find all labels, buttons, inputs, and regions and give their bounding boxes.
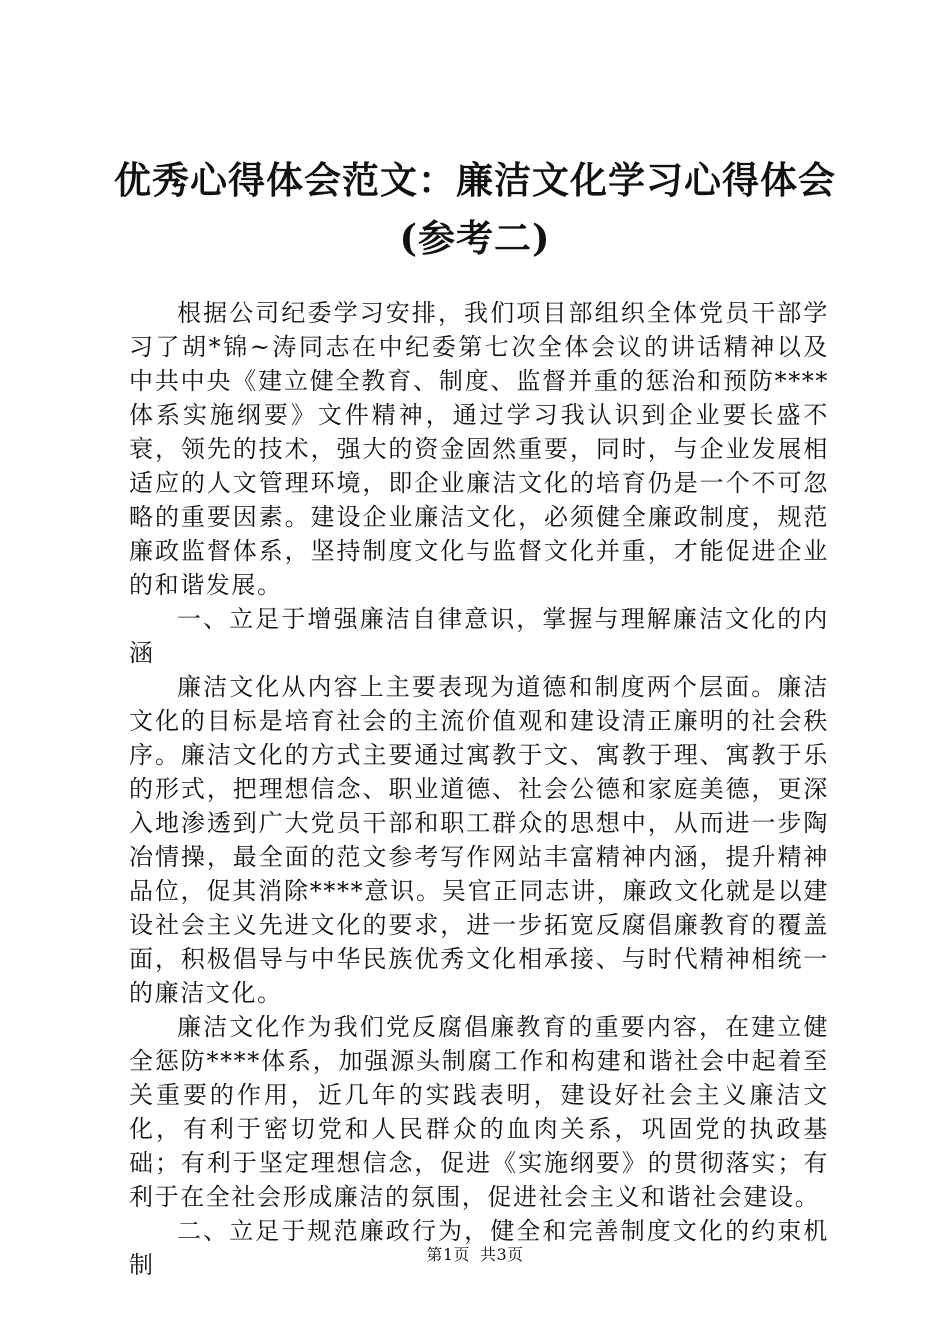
document-title-line-2: (参考二) bbox=[399, 216, 551, 260]
paragraph-intro: 根据公司纪委学习安排，我们项目部组织全体党员干部学习了胡*锦~涛同志在中纪委第七次全体会议的讲话精神以及中共中央《建立健全教育、制度、监督并重的惩治和预防****体系实施纲要》文件精神，通过学习我认识到企业要长盛不衰，领先的技术，强大的资金固然重要，同时，与企业发展相适应的人文管理环境，即企业廉洁文化的培育仍是一个不可忽略的重要因素。建设企业廉洁文化，必须健全廉政制度，规范廉政监督体系，坚持制度文化与监督文化并重，才能促进企业的和谐发展。 bbox=[129, 299, 829, 599]
section-heading-2: 二、立足于规范廉政行为，健全和完善制度文化的约束机制 bbox=[129, 1217, 829, 1279]
page-total: 共3页 bbox=[480, 1245, 524, 1264]
paragraph-section-1b: 廉洁文化作为我们党反腐倡廉教育的重要内容，在建立健全惩防****体系，加强源头制腐工作和构建和谐社会中起着至关重要的作用，近几年的实践表明，建设好社会主义廉洁文化，有利于密切党和人民群众的血肉关系，巩固党的执政基础；有利于坚定理想信念，促进《实施纲要》的贯彻落实；有利于在全社会形成廉洁的氛围，促进社会主义和谐社会建设。 bbox=[129, 1013, 829, 1211]
page-footer bbox=[0, 1245, 950, 1265]
section-heading-1: 一、立足于增强廉洁自律意识，掌握与理解廉洁文化的内涵 bbox=[129, 605, 829, 667]
document-title-line-1: 优秀心得体会范文：廉洁文化学习心得体会 bbox=[114, 158, 836, 202]
document-body bbox=[129, 296, 829, 1282]
paragraph-section-1a: 廉洁文化从内容上主要表现为道德和制度两个层面。廉洁文化的目标是培育社会的主流价值观和建设清正廉明的社会秩序。廉洁文化的方式主要通过寓教于文、寓教于理、寓教于乐的形式，把理想信念、职业道德、社会公德和家庭美德，更深入地渗透到广大党员干部和职工群众的思想中，从而进一步陶冶情操，最全面的范文参考写作网站丰富精神内涵，提升精神品位，促其消除****意识。吴官正同志讲，廉政文化就是以建设社会主义先进文化的要求，进一步拓宽反腐倡廉教育的覆盖面，积极倡导与中华民族优秀文化相承接、与时代精神相统一的廉洁文化。 bbox=[129, 673, 829, 1007]
page-number: 第1页 bbox=[426, 1245, 470, 1264]
